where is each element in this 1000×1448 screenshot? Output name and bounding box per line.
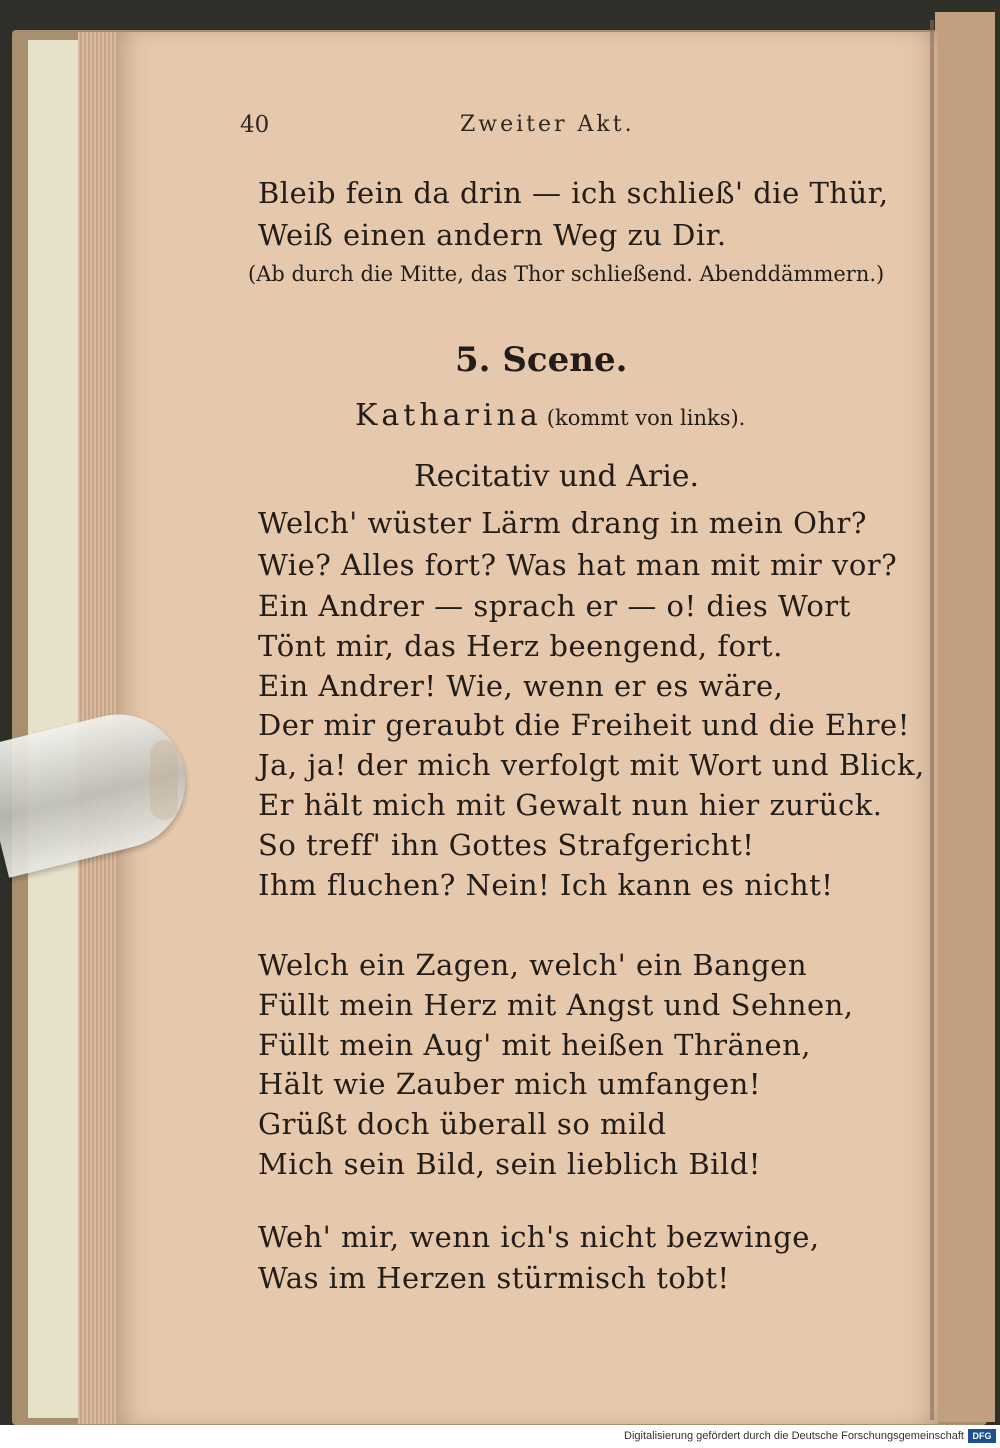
verse-line: Ein Andrer! Wie, wenn er es wäre, xyxy=(258,669,784,703)
page-number: 40 xyxy=(240,112,270,138)
verse-line: Bleib fein da drin — ich schließ' die Thür, xyxy=(258,176,889,210)
character-line xyxy=(355,398,745,433)
verse-line: So treff' ihn Gottes Strafgericht! xyxy=(258,828,755,862)
verse-line: Weiß einen andern Weg zu Dir. xyxy=(258,218,727,252)
character-direction: (kommt von links). xyxy=(546,406,746,430)
section-subheading: Recitativ und Arie. xyxy=(414,459,700,494)
digitization-footer xyxy=(0,1425,1000,1448)
character-name: Katharina xyxy=(355,398,542,433)
facing-page-edge xyxy=(935,12,995,1422)
verse-line: Füllt mein Herz mit Angst und Sehnen, xyxy=(258,988,854,1022)
stage-direction: (Ab durch die Mitte, das Thor schließend. Abenddämmern.) xyxy=(248,262,885,286)
scene-heading: 5. Scene. xyxy=(455,340,628,380)
verse-line: Füllt mein Aug' mit heißen Thränen, xyxy=(258,1028,812,1062)
verse-line: Mich sein Bild, sein lieblich Bild! xyxy=(258,1147,761,1181)
verse-line: Hält wie Zauber mich umfangen! xyxy=(258,1067,761,1101)
verse-line: Wie? Alles fort? Was hat man mit mir vor? xyxy=(258,548,898,582)
verse-line: Welch' wüster Lärm drang in mein Ohr? xyxy=(258,506,867,540)
verse-line: Weh' mir, wenn ich's nicht bezwinge, xyxy=(258,1220,820,1254)
verse-line: Tönt mir, das Herz beengend, fort. xyxy=(258,629,783,663)
page-gutter xyxy=(930,20,934,1420)
clip-shadow xyxy=(150,740,178,820)
verse-line: Der mir geraubt die Freiheit und die Ehre! xyxy=(258,708,910,742)
verse-line: Ja, ja! der mich verfolgt mit Wort und Blick, xyxy=(258,748,925,782)
running-head: Zweiter Akt. xyxy=(460,112,635,137)
verse-line: Welch ein Zagen, welch' ein Bangen xyxy=(258,948,808,982)
verse-line: Er hält mich mit Gewalt nun hier zurück. xyxy=(258,788,883,822)
footer-credit: Digitalisierung gefördert durch die Deutsche Forschungsgemeinschaft xyxy=(624,1430,964,1442)
verse-line: Was im Herzen stürmisch tobt! xyxy=(258,1261,730,1295)
verse-line: Grüßt doch überall so mild xyxy=(258,1107,667,1141)
verse-line: Ihm fluchen? Nein! Ich kann es nicht! xyxy=(258,868,834,902)
verse-line: Ein Andrer — sprach er — o! dies Wort xyxy=(258,589,851,623)
dfg-logo: DFG xyxy=(968,1429,996,1443)
